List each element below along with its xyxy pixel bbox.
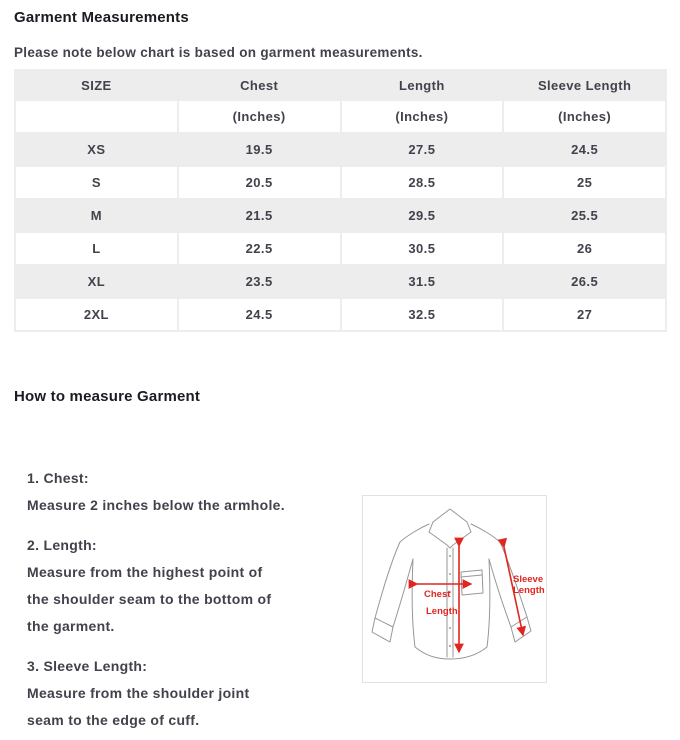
size-chart-table xyxy=(14,69,667,332)
cell-sleeve: 26.5 xyxy=(503,265,666,298)
sleeve-label-line1: Sleeve xyxy=(513,574,544,585)
column-header-sleeve: Sleeve Length xyxy=(503,70,666,100)
cell-chest: 23.5 xyxy=(178,265,341,298)
cell-size: M xyxy=(15,199,178,232)
measure-section xyxy=(27,465,680,734)
measure-step-sleeve xyxy=(27,653,357,734)
cell-chest: 20.5 xyxy=(178,166,341,199)
column-header-length: Length xyxy=(341,70,504,100)
page-title: Garment Measurements xyxy=(14,9,189,26)
measure-instructions xyxy=(27,465,357,734)
length-label: Length xyxy=(426,606,458,617)
pocket xyxy=(461,570,483,595)
cell-length: 30.5 xyxy=(341,232,504,265)
units-cell: (Inches) xyxy=(341,100,504,133)
units-cell: (Inches) xyxy=(503,100,666,133)
step-line: Measure from the shoulder joint xyxy=(27,685,250,701)
cell-length: 29.5 xyxy=(341,199,504,232)
shirt-illustration xyxy=(363,496,546,682)
collar xyxy=(433,509,467,522)
shoulder-left xyxy=(400,524,429,542)
step-label: 1. Chest: xyxy=(27,470,89,486)
header-row xyxy=(15,70,666,100)
shoulder-right xyxy=(471,524,500,542)
table-row xyxy=(15,199,666,232)
cell-length: 28.5 xyxy=(341,166,504,199)
buttons xyxy=(449,555,451,647)
chest-label: Chest xyxy=(424,589,451,600)
placket xyxy=(447,548,453,657)
column-header-chest: Chest xyxy=(178,70,341,100)
measure-step-chest xyxy=(27,465,357,519)
cell-sleeve: 25 xyxy=(503,166,666,199)
table-row xyxy=(15,166,666,199)
measure-step-length xyxy=(27,532,357,640)
table-row xyxy=(15,265,666,298)
cell-length: 32.5 xyxy=(341,298,504,331)
column-header-size: SIZE xyxy=(15,70,178,100)
intro-note: Please note below chart is based on garment measurements. xyxy=(14,45,423,60)
step-line: the garment. xyxy=(27,618,115,634)
step-line: seam to the edge of cuff. xyxy=(27,712,200,728)
cell-chest: 22.5 xyxy=(178,232,341,265)
cell-chest: 24.5 xyxy=(178,298,341,331)
units-cell: (Inches) xyxy=(178,100,341,133)
step-line: Measure from the highest point of xyxy=(27,564,263,580)
garment-diagram xyxy=(362,495,547,683)
units-row xyxy=(15,100,666,133)
step-label: 2. Length: xyxy=(27,537,97,553)
sleeve-left xyxy=(375,542,400,618)
cell-chest: 19.5 xyxy=(178,133,341,166)
sleeve-label-line2: Length xyxy=(513,585,545,596)
table-row xyxy=(15,298,666,331)
step-label: 3. Sleeve Length: xyxy=(27,658,148,674)
cell-sleeve: 27 xyxy=(503,298,666,331)
step-line: Measure 2 inches below the armhole. xyxy=(27,497,285,513)
cell-length: 27.5 xyxy=(341,133,504,166)
cell-size: L xyxy=(15,232,178,265)
cell-chest: 21.5 xyxy=(178,199,341,232)
step-line: the shoulder seam to the bottom of xyxy=(27,591,272,607)
cell-size: S xyxy=(15,166,178,199)
cell-size: XS xyxy=(15,133,178,166)
cell-size: XL xyxy=(15,265,178,298)
cell-sleeve: 26 xyxy=(503,232,666,265)
cell-length: 31.5 xyxy=(341,265,504,298)
cell-sleeve: 25.5 xyxy=(503,199,666,232)
cell-size: 2XL xyxy=(15,298,178,331)
cell-sleeve: 24.5 xyxy=(503,133,666,166)
units-cell xyxy=(15,100,178,133)
how-to-heading: How to measure Garment xyxy=(14,388,201,405)
table-row xyxy=(15,133,666,166)
table-row xyxy=(15,232,666,265)
